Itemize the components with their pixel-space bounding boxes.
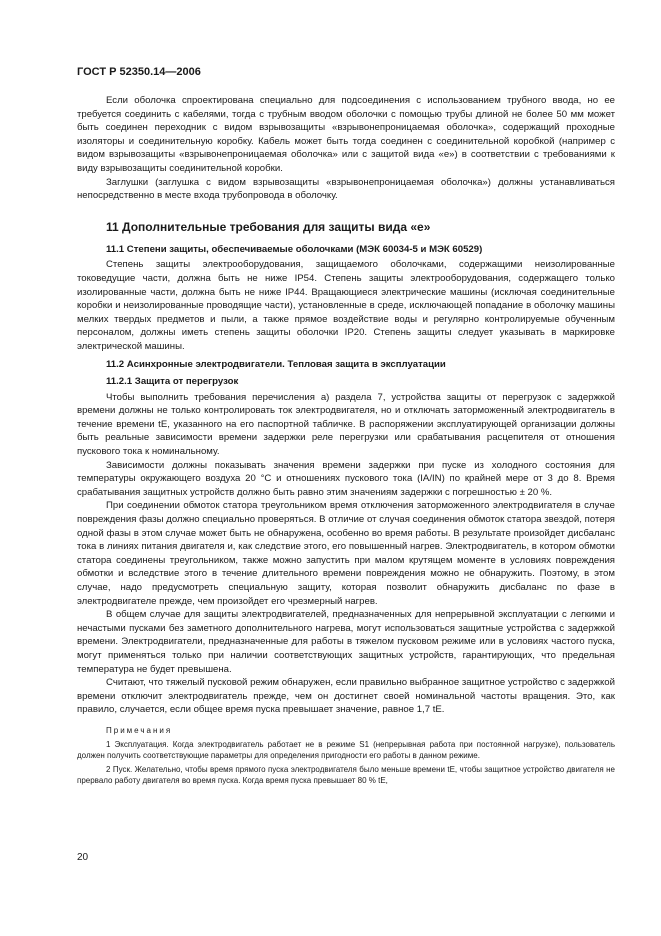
document-body [77,94,615,789]
paragraph: Если оболочка спроектирована специально для подсоединения с использованием трубного ввода, но ее требуется соединить с кабелями, тогда с трубным вводом оболочки с помощью трубы длиной не более 50 мм может быть соединен переходник с видом взрывозащиты «взрывонепроницаемая оболочка», содержащий проходные изоляторы и соединительную коробку. Кабель может быть тогда соединен с соединительной коробкой (например с видом взрывозащиты «взрывонепроницаемая оболочка» или с защитой вида «е») в соответствии с требованиями к виду взрывозащиты соединительной коробки. [77,95,615,174]
paragraph: Степень защиты электрооборудования, защищаемого оболочками, содержащими неизолированные токоведущие части, должна быть не ниже IP54. Степень защиты электрооборудования, содержащего только изолированные части, должна быть не ниже IP44. Вращающиеся электрические машины (исключая соединительные коробки и неизолированные проводящие части), установленные в среде, исключающей попадание в оболочку машины мелких твердых предметов и пыли, а также прямое воздействие воды и регулярно контролируемые обученным персоналом, должны иметь степень защиты оболочки IP20. Степень защиты следует указывать в маркировке электрической машины. [77,259,615,352]
note: 2 Пуск. Желательно, чтобы время прямого пуска электродвигателя было меньше времени tE, чтобы защитное устройство двигателя не прервало работу двигателя во время пуска. Когда время пуска превышает 80 % tE, [77,764,615,786]
paragraph: Зависимости должны показывать значения времени задержки при пуске из холодного состояния для температуры окружающего воздуха 20 °C и отношениях пускового тока (IA/IN) по крайней мере от 3 до 8. Время срабатывания защитных устройств должно быть равно этим значениям задержки с погрешностью ± 20 %. [77,459,615,498]
subsection-title: 11.2 Асинхронные электродвигатели. Тепловая защита в эксплуатации [106,358,446,370]
paragraph: В общем случае для защиты электродвигателей, предназначенных для непрерывной эксплуатации с легкими и нечастыми пусками без заметного дополнительного нагрева, могут использоваться защитные устройства с задержкой времени. Электродвигатели, предназначенные для работы в тяжелом пусковом режиме или в условиях частого пуска, могут применяться только при наличии соответствующих защитных устройств, гарантирующих, что предельная температура не будет превышена. [77,609,615,675]
notes-title: Примечания [106,725,173,735]
document-header: ГОСТ Р 52350.14—2006 [77,66,201,78]
subsection-title: 11.2.1 Защита от перегрузок [106,376,239,388]
page-number: 20 [77,852,89,863]
paragraph: Заглушки (заглушка с видом взрывозащиты «взрывонепроницаемая оболочка») должны устанавливаться непосредственно в месте входа трубопровода в оболочку. [77,176,615,202]
paragraph: Считают, что тяжелый пусковой режим обнаружен, если правильно выбранное защитное устройство с задержкой времени отключит электродвигатель прежде, чем он достигнет своей номинальной частоты вращения. Это, как правило, случается, если общее время пуска превышает значение, равное 1,7 tE. [77,677,615,716]
section-title: 11 Дополнительные требования для защиты вида «е» [106,219,431,234]
paragraph: При соединении обмоток статора треугольником время отключения заторможенного электродвигателя в случае повреждения фазы должно специально проверяться. В отличие от случая соединения обмоток статора звездой, потеря одной фазы в этом случае может быть не обнаружена, особенно во время работы. В результате произойдет дисбаланс тока в линиях питания двигателя и, как следствие этого, его повышенный нагрев. Электродвигатель, в котором обмотки статора соединены треугольником, также можно запустить при малом крутящем моменте в условиях повреждения обмотки и вследствие этого в течение длительного времени повреждения можно не обнаружить. Поэтому, в этом случае, надо предусмотреть специальную защиту, которая позволит обнаружить дисбаланс по фазе в электродвигателе прежде, чем произойдет его чрезмерный нагрев. [77,500,615,607]
note: 1 Эксплуатация. Когда электродвигатель работает не в режиме S1 (непрерывная работа при постоянной нагрузке), пользователь должен получить соответствующие параметры для определения пригодности его работы в данном режиме. [77,739,615,761]
paragraph: Чтобы выполнить требования перечисления а) раздела 7, устройства защиты от перегрузок с задержкой времени должны не только контролировать ток электродвигателя, но и отключать заторможенный электродвигатель в течение времени tE, указанного на его паспортной табличке. В распоряжении эксплуатирующей организации должны быть реальные зависимости времени задержки реле перегрузки или срабатывания расцепителя от отношения пускового тока к номинальному. [77,391,615,458]
subsection-title: 11.1 Степени защиты, обеспечиваемые оболочками (МЭК 60034-5 и МЭК 60529) [106,243,483,255]
